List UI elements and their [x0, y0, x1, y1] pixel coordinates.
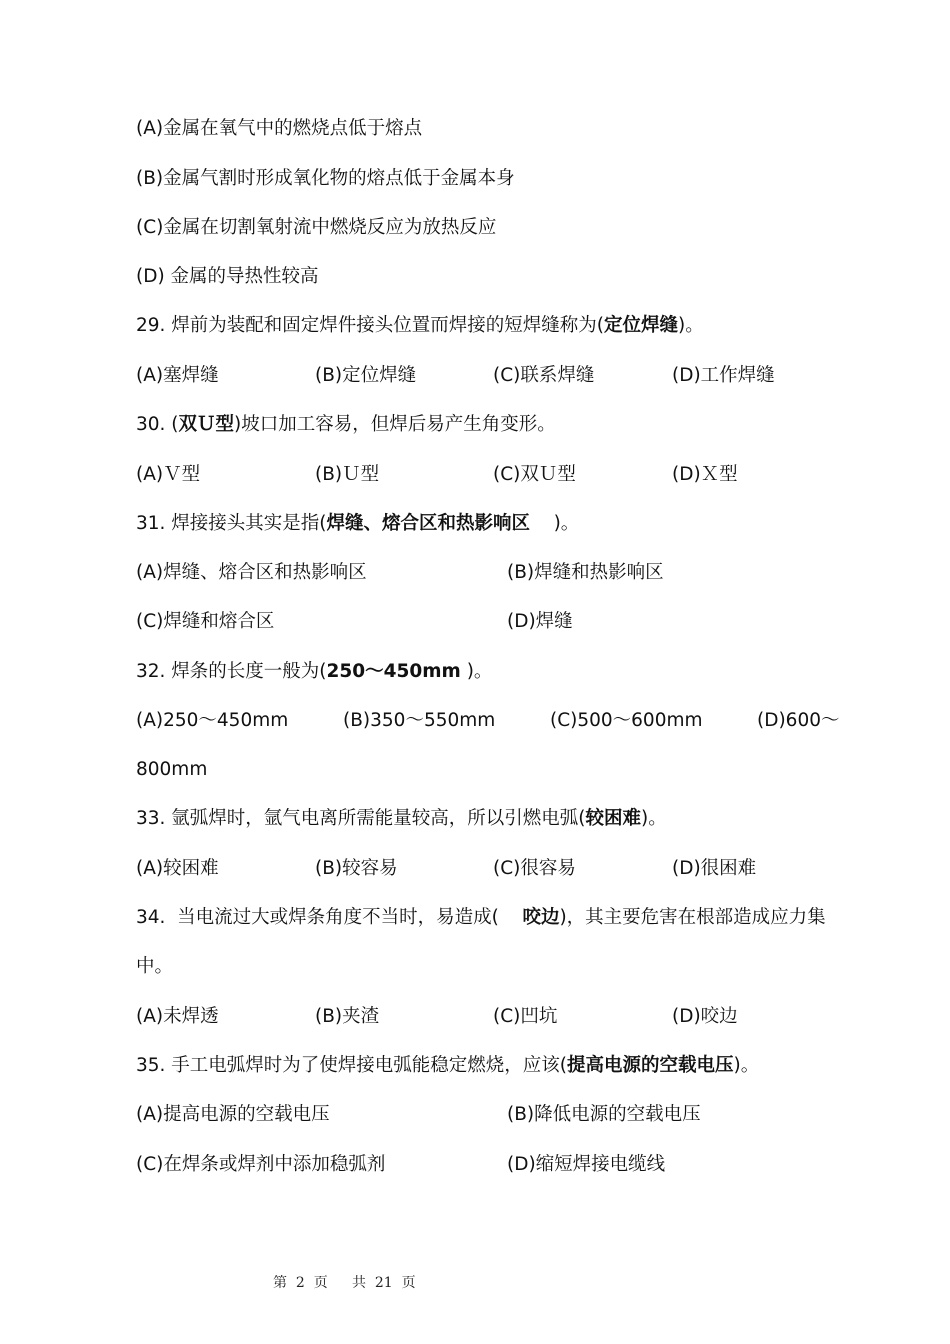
question-29 — [136, 313, 704, 339]
option-line: (B)金属气割时形成氧化物的熔点低于金属本身 — [136, 168, 515, 189]
option-line: (C)金属在切割氧射流中燃烧反应为放热反应 — [136, 217, 497, 238]
option: (A)提高电源的空载电压 — [136, 1104, 330, 1125]
answer-text: 咬边 — [522, 907, 560, 928]
question-30 — [136, 412, 556, 438]
question-35 — [136, 1053, 759, 1079]
answer-text: 双Ｕ型 — [178, 414, 235, 435]
option: (D)Ｘ型 — [672, 464, 738, 485]
question-text: 29. 焊前为装配和固定焊件接头位置而焊接的短焊缝称为( — [136, 315, 605, 336]
page-total: 共 21 页 — [352, 1275, 416, 1291]
option: (B)夹渣 — [315, 1006, 380, 1027]
question-text: 33. 氩弧焊时，氩气电离所需能量较高，所以引燃电弧( — [136, 808, 586, 829]
question-32 — [136, 659, 492, 685]
option: (A)较困难 — [136, 858, 219, 879]
option: (C)凹坑 — [493, 1006, 558, 1027]
question-text: )。 — [641, 808, 667, 829]
question-text: 31. 焊接接头其实是指( — [136, 513, 327, 534]
question-text: )。 — [678, 315, 704, 336]
option-line: (D) 金属的导热性较高 — [136, 266, 319, 287]
question-text: 30. ( — [136, 414, 179, 435]
option: (D)工作焊缝 — [672, 365, 775, 386]
question-text: )，其主要危害在根部造成应力集 — [559, 907, 826, 928]
option: (B)Ｕ型 — [315, 464, 380, 485]
option: (D)咬边 — [672, 1006, 738, 1027]
option-line: (A)金属在氧气中的燃烧点低于熔点 — [136, 118, 423, 139]
option: (B)350～550mm — [343, 710, 496, 731]
option: (B)焊缝和热影响区 — [507, 562, 664, 583]
option: (C)500～600mm — [550, 710, 703, 731]
option: (B)较容易 — [315, 858, 398, 879]
question-31 — [136, 511, 579, 537]
answer-text: 提高电源的空载电压 — [567, 1055, 734, 1076]
answer-text: 250～450mm — [326, 661, 461, 682]
option: (A)250～450mm — [136, 710, 289, 731]
answer-text: 焊缝、熔合区和热影响区 — [326, 513, 531, 534]
question-text: 35. 手工电弧焊时为了使焊接电弧能稳定燃烧，应该( — [136, 1055, 568, 1076]
question-text: )坡口加工容易，但焊后易产生角变形。 — [234, 414, 556, 435]
option-wrap: 800mm — [136, 759, 208, 780]
option: (C)在焊条或焊剂中添加稳弧剂 — [136, 1154, 386, 1175]
option: (A)Ｖ型 — [136, 464, 201, 485]
option: (D)600～ — [757, 710, 840, 731]
question-text: )。 — [733, 1055, 760, 1076]
option: (D)缩短焊接电缆线 — [507, 1154, 666, 1175]
page-number: 第 2 页 — [273, 1275, 328, 1291]
option: (B)定位焊缝 — [315, 365, 417, 386]
option: (C)双Ｕ型 — [493, 464, 576, 485]
answer-text: 定位焊缝 — [604, 315, 679, 336]
answer-text: 较困难 — [585, 808, 642, 829]
question-text: )。 — [460, 661, 493, 682]
option: (C)联系焊缝 — [493, 365, 595, 386]
option: (B)降低电源的空载电压 — [507, 1104, 701, 1125]
option: (A)未焊透 — [136, 1006, 219, 1027]
question-text: 34. 当电流过大或焊条角度不当时，易造成( — [136, 907, 523, 928]
option: (A)塞焊缝 — [136, 365, 219, 386]
option: (D)焊缝 — [507, 611, 573, 632]
option: (C)很容易 — [493, 858, 576, 879]
option: (D)很困难 — [672, 858, 757, 879]
question-text: 32. 焊条的长度一般为( — [136, 661, 327, 682]
question-34 — [136, 905, 826, 931]
question-33 — [136, 806, 667, 832]
option: (A)焊缝、熔合区和热影响区 — [136, 562, 367, 583]
question-text: )。 — [530, 513, 580, 534]
question-wrap: 中。 — [136, 956, 174, 977]
option: (C)焊缝和熔合区 — [136, 611, 275, 632]
